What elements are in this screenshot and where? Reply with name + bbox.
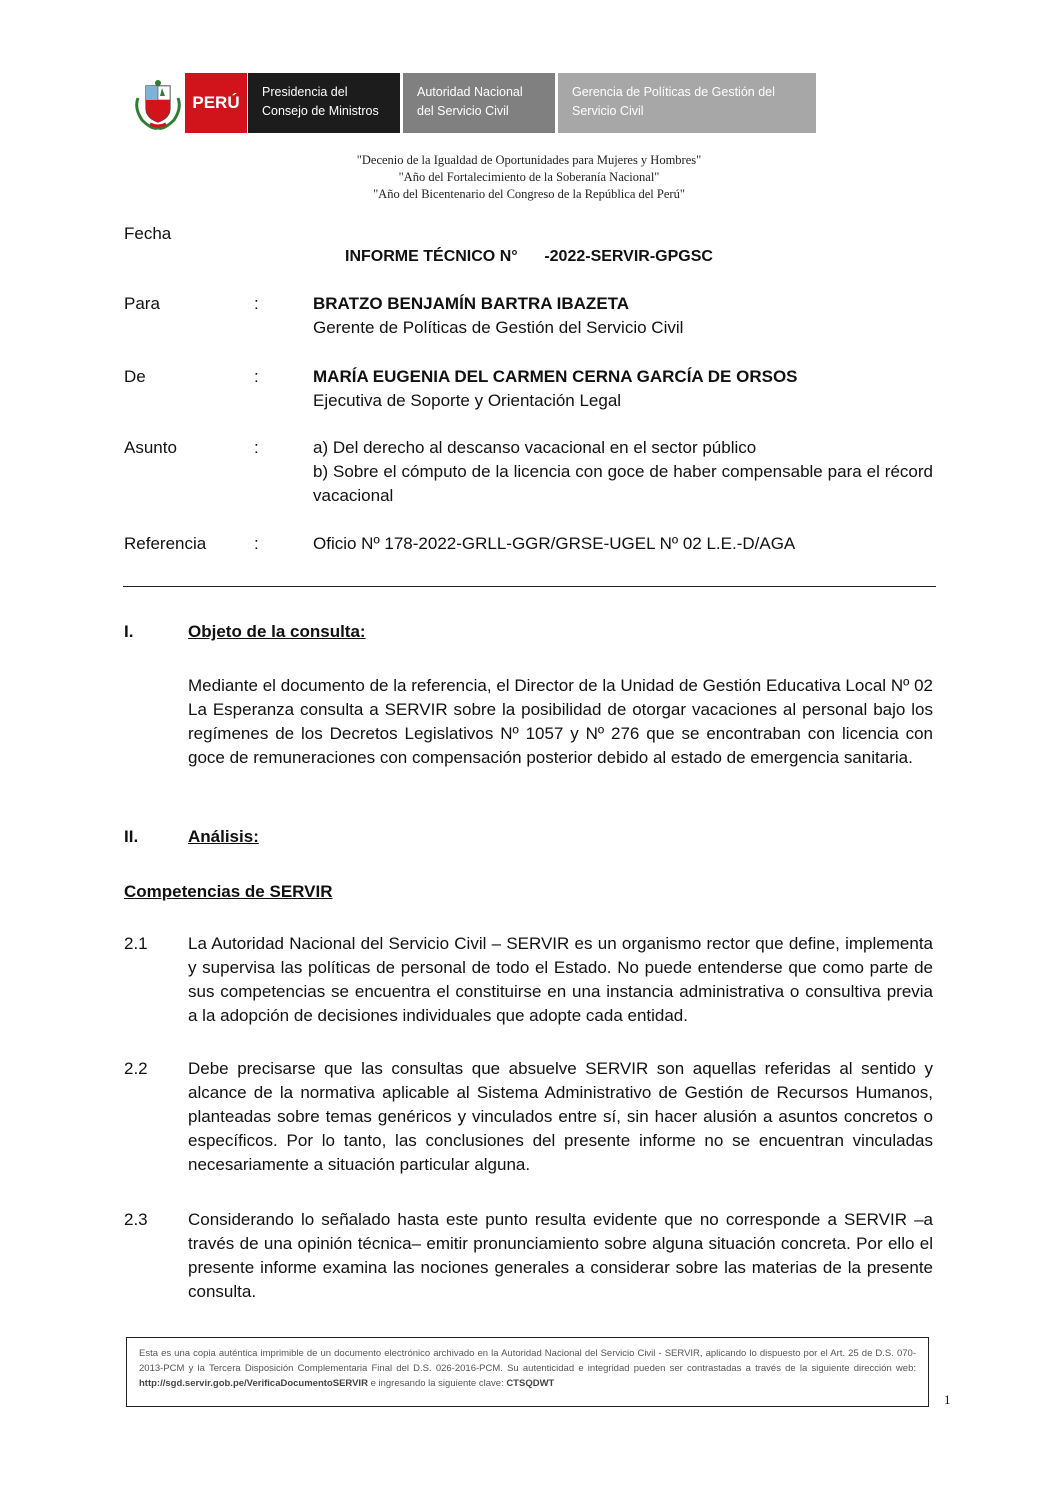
de-label: De [124, 367, 146, 386]
header-box-gerencia-line1: Gerencia de Políticas de Gestión del [572, 85, 775, 99]
footer-verification-link[interactable]: http://sgd.servir.gob.pe/VerificaDocumentoSERVIR [139, 1378, 368, 1389]
decenio-line-1: "Decenio de la Igualdad de Oportunidades para Mujeres y Hombres" [356, 153, 702, 167]
peru-brand-text: PERÚ [192, 93, 240, 112]
footer-text: Esta es una copia auténtica imprimible de un documento electrónico archivado en la Autoridad Nacional del Servicio Civil - SERVIR, aplicando lo dispuesto por el Art. 25 de D.S. 070-2013-PCM y la Tercera Disposición Complementaria Final del D.S. 026-2016-PCM. Su autenticidad e integridad pueden ser contrastadas a través de la siguiente dirección web: [139, 1348, 916, 1374]
section-2-number: II. [124, 827, 139, 846]
decenio-line-2: "Año del Fortalecimiento de la Soberanía Nacional" [398, 170, 660, 184]
referencia-label: Referencia [124, 534, 207, 553]
para-label: Para [124, 294, 160, 313]
header-box-pcm-line1: Presidencia del [262, 85, 348, 99]
header-box-pcm-line2: Consejo de Ministros [262, 104, 379, 118]
footer-text-middle: e ingresando la siguiente clave: [367, 1378, 507, 1389]
para-role: Gerente de Políticas de Gestión del Servicio Civil [313, 318, 684, 337]
paragraph-2-1-number: 2.1 [124, 934, 148, 953]
para-name: BRATZO BENJAMÍN BARTRA IBAZETA [313, 294, 630, 313]
header-box-pcm [248, 73, 400, 133]
competencias-subtitle: Competencias de SERVIR [124, 882, 333, 901]
header-box-servir-line1: Autoridad Nacional [417, 85, 523, 99]
paragraph-2-2-text: Debe precisarse que las consultas que absuelve SERVIR son aquellas referidas al sentido y alcance de la normativa aplicable al Sistema Administrativo de Gestión de Recursos Humanos, planteadas sobre temas genéricos y vinculados entre sí, sin hacer alusión a asuntos concretos o específicos. Por lo tanto, las conclusiones del presente informe no se encuentran vinculadas necesariamente a situación particular alguna. [188, 1059, 933, 1174]
decenio-line-3: "Año del Bicentenario del Congreso de la República del Perú" [373, 187, 685, 201]
header-box-gerencia-line2: Servicio Civil [572, 104, 644, 118]
asunto-line-b: b) Sobre el cómputo de la licencia con goce de haber compensable para el récord vacacional [313, 462, 933, 505]
paragraph-2-1-text: La Autoridad Nacional del Servicio Civil – SERVIR es un organismo rector que define, implementa y supervisa las políticas de personal de todo el Estado. No puede entenderse que como parte de sus competencias se encuentra el constituirse en una instancia administrativa o consultiva previa a la adopción de decisiones individuales que adopte cada entidad. [188, 934, 933, 1025]
section-2-title: Análisis: [188, 827, 259, 846]
referencia-value: Oficio Nº 178-2022-GRLL-GGR/GRSE-UGEL Nº 02 L.E.-D/AGA [313, 534, 796, 553]
report-title: INFORME TÉCNICO N° -2022-SERVIR-GPGSC [345, 248, 713, 265]
section-1-title: Objeto de la consulta: [188, 622, 366, 641]
section-1-number: I. [124, 622, 134, 641]
page-number: 1 [944, 1392, 951, 1407]
asunto-colon: : [254, 438, 259, 457]
asunto-line-a: a) Del derecho al descanso vacacional en el sector público [313, 438, 757, 457]
header-box-servir-line2: del Servicio Civil [417, 104, 509, 118]
paragraph-2-3-text: Considerando lo señalado hasta este punto resulta evidente que no corresponde a SERVIR –a través de una opinión técnica– emitir pronunciamiento sobre alguna situación concreta. Por ello el presente informe examina las nociones generales a considerar sobre las materias de la presente consulta. [188, 1210, 933, 1301]
fecha-label: Fecha [124, 224, 172, 243]
header-divider [123, 586, 936, 587]
peru-coat-of-arms-logo [132, 78, 184, 132]
paragraph-2-3-number: 2.3 [124, 1210, 148, 1229]
para-colon: : [254, 294, 259, 313]
asunto-label: Asunto [124, 438, 177, 457]
peru-brand-box [185, 73, 247, 133]
referencia-colon: : [254, 534, 259, 553]
header-box-gerencia [558, 73, 816, 133]
authenticity-footer [126, 1337, 929, 1407]
section-1-body: Mediante el documento de la referencia, el Director de la Unidad de Gestión Educativa Local Nº 02 La Esperanza consulta a SERVIR sobre la posibilidad de otorgar vacaciones al personal bajo los regímenes de los Decretos Legislativos Nº 1057 y Nº 276 que se encontraban con licencia con goce de remuneraciones con compensación posterior debido al estado de emergencia sanitaria. [188, 676, 933, 767]
footer-verification-code: CTSQDWT [506, 1378, 555, 1389]
paragraph-2-2-number: 2.2 [124, 1059, 148, 1078]
de-name: MARÍA EUGENIA DEL CARMEN CERNA GARCÍA DE ORSOS [313, 367, 798, 386]
de-colon: : [254, 367, 259, 386]
header-box-servir [403, 73, 555, 133]
de-role: Ejecutiva de Soporte y Orientación Legal [313, 391, 622, 410]
